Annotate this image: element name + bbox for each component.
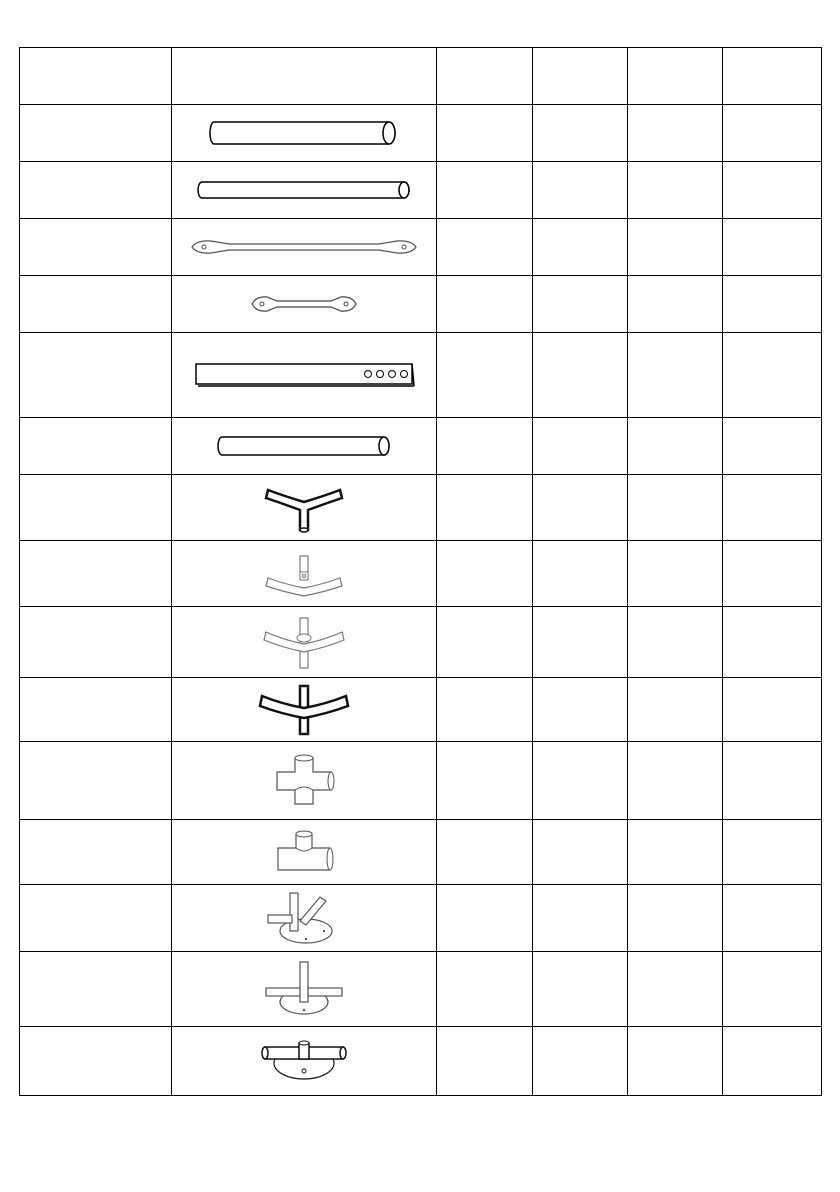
base-plate-horizontal-icon: [259, 1037, 349, 1085]
table-row: [20, 418, 822, 475]
cell: [437, 541, 533, 607]
table-row: [20, 820, 822, 885]
part-label-cell: [20, 219, 172, 276]
table-row: [20, 276, 822, 333]
cell: [628, 952, 723, 1027]
rail-with-holes-icon: [192, 360, 416, 390]
header-row: [20, 48, 822, 105]
cell: [437, 742, 533, 820]
cell: [437, 820, 533, 885]
cell: [533, 607, 628, 678]
table-row: [20, 475, 822, 541]
drawing-cell: [172, 742, 437, 820]
table-row: [20, 742, 822, 820]
cell: [533, 333, 628, 418]
table-row: [20, 1027, 822, 1096]
header-cell: [437, 48, 533, 105]
cell: [723, 1027, 822, 1096]
drawing-cell: [172, 678, 437, 742]
table-row: [20, 885, 822, 952]
cell: [723, 219, 822, 276]
cell: [628, 885, 723, 952]
cell: [533, 219, 628, 276]
cell: [628, 607, 723, 678]
table-row: [20, 333, 822, 418]
part-label-cell: [20, 1027, 172, 1096]
drawing-cell: [172, 219, 437, 276]
header-cell: [628, 48, 723, 105]
cell: [723, 820, 822, 885]
cell: [723, 952, 822, 1027]
cell: [437, 219, 533, 276]
part-label-cell: [20, 105, 172, 162]
cell: [533, 105, 628, 162]
drawing-cell: [172, 418, 437, 475]
cell: [437, 418, 533, 475]
cell: [628, 820, 723, 885]
y-connector-dark-icon: [264, 482, 344, 534]
cell: [723, 418, 822, 475]
cell: [533, 952, 628, 1027]
part-label-cell: [20, 885, 172, 952]
table-row: [20, 678, 822, 742]
part-label-cell: [20, 607, 172, 678]
cell: [723, 105, 822, 162]
table-row: [20, 162, 822, 219]
cell: [533, 820, 628, 885]
short-tube-icon: [214, 433, 394, 459]
table-row: [20, 219, 822, 276]
part-label-cell: [20, 276, 172, 333]
cell: [437, 105, 533, 162]
cell: [628, 219, 723, 276]
cell: [723, 742, 822, 820]
flat-bar-two-holes-icon: [189, 237, 419, 257]
header-cell: [723, 48, 822, 105]
base-plate-cross-icon: [264, 958, 344, 1020]
long-tube-icon: [194, 178, 414, 202]
cell: [437, 475, 533, 541]
header-cell: [172, 48, 437, 105]
cell: [628, 105, 723, 162]
part-label-cell: [20, 162, 172, 219]
table-row: [20, 952, 822, 1027]
cell: [628, 333, 723, 418]
cell: [628, 1027, 723, 1096]
y-connector-light-icon: [264, 548, 344, 600]
drawing-cell: [172, 885, 437, 952]
cell: [437, 333, 533, 418]
cell: [723, 678, 822, 742]
cell: [437, 1027, 533, 1096]
part-label-cell: [20, 418, 172, 475]
table-row: [20, 607, 822, 678]
cell: [628, 475, 723, 541]
table-row: [20, 105, 822, 162]
y-connector-through-dark-icon: [258, 682, 350, 738]
part-label-cell: [20, 678, 172, 742]
table-row: [20, 541, 822, 607]
part-label-cell: [20, 742, 172, 820]
part-label-cell: [20, 820, 172, 885]
cell: [628, 742, 723, 820]
cell: [533, 276, 628, 333]
drawing-cell: [172, 607, 437, 678]
cell: [723, 885, 822, 952]
cell: [437, 885, 533, 952]
cell: [437, 276, 533, 333]
cell: [723, 541, 822, 607]
part-label-cell: [20, 952, 172, 1027]
header-cell: [533, 48, 628, 105]
drawing-cell: [172, 952, 437, 1027]
cell: [723, 607, 822, 678]
part-label-cell: [20, 475, 172, 541]
drawing-cell: [172, 820, 437, 885]
part-label-cell: [20, 541, 172, 607]
drawing-cell: [172, 1027, 437, 1096]
cell: [628, 276, 723, 333]
cell: [723, 475, 822, 541]
cell: [533, 678, 628, 742]
t-connector-icon: [274, 828, 334, 876]
part-label-cell: [20, 333, 172, 418]
straight-tube-icon: [204, 118, 404, 148]
cell: [533, 885, 628, 952]
drawing-cell: [172, 333, 437, 418]
cell: [437, 607, 533, 678]
drawing-cell: [172, 162, 437, 219]
cell: [533, 418, 628, 475]
cell: [628, 541, 723, 607]
short-flat-bar-icon: [249, 293, 359, 315]
cell: [437, 162, 533, 219]
drawing-cell: [172, 276, 437, 333]
cell: [723, 333, 822, 418]
cell: [437, 952, 533, 1027]
cell: [533, 742, 628, 820]
cell: [533, 162, 628, 219]
drawing-cell: [172, 475, 437, 541]
drawing-cell: [172, 105, 437, 162]
parts-table: [19, 47, 822, 1096]
cross-connector-icon: [271, 752, 337, 810]
header-cell: [20, 48, 172, 105]
cell: [533, 1027, 628, 1096]
cell: [628, 418, 723, 475]
cell: [533, 475, 628, 541]
y-connector-through-icon: [262, 612, 346, 672]
cell: [723, 276, 822, 333]
cell: [723, 162, 822, 219]
cell: [437, 678, 533, 742]
cell: [628, 162, 723, 219]
drawing-cell: [172, 541, 437, 607]
base-plate-angled-icon: [266, 889, 342, 947]
cell: [533, 541, 628, 607]
cell: [628, 678, 723, 742]
